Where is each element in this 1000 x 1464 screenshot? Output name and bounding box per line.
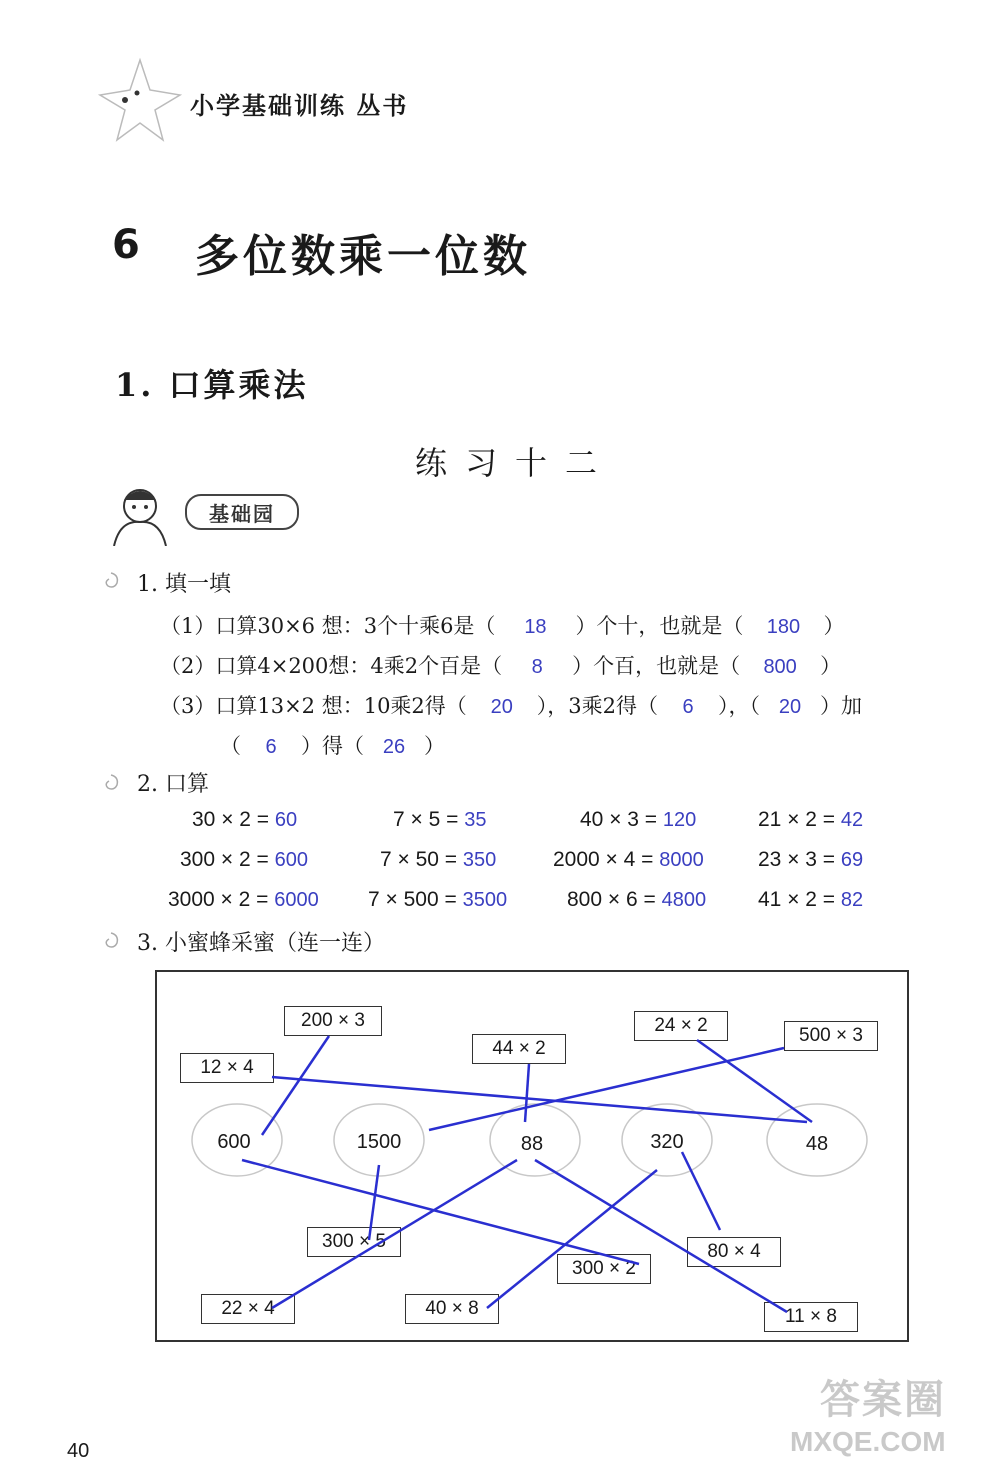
spiral-bullet-icon <box>100 570 122 592</box>
calc-item <box>180 848 308 872</box>
practice-title: 练习十二 <box>415 444 616 482</box>
bottom-expression: 11 × 8 <box>764 1302 858 1332</box>
calc-answer: 350 <box>462 849 497 871</box>
calc-answer: 4800 <box>661 889 707 911</box>
calc-item <box>758 888 863 912</box>
answer-blank: 180 <box>766 616 801 638</box>
answer-blank: 20 <box>490 696 513 718</box>
answer-blank: 6 <box>265 736 277 758</box>
connect-line <box>242 1160 639 1264</box>
question-3-label: 3. 小蜜蜂采蜜（连一连） <box>137 931 385 956</box>
calc-answer: 3500 <box>462 889 508 911</box>
line-text: ） <box>823 614 845 638</box>
top-expression: 500 × 3 <box>784 1021 878 1051</box>
line-text: （2）口算4×200想：4乘2个百是（ <box>160 654 503 678</box>
line-text: ）得（ <box>301 734 364 758</box>
top-expression: 44 × 2 <box>472 1034 566 1064</box>
flower-value: 48 <box>805 1133 829 1155</box>
watermark-url: MXQE.COM <box>790 1426 946 1457</box>
bottom-expression: 40 × 8 <box>405 1294 499 1324</box>
calc-item <box>380 848 496 872</box>
watermark-text: 答案圈 <box>820 1378 946 1422</box>
top-expression: 24 × 2 <box>634 1011 728 1041</box>
bottom-expression: 22 × 4 <box>201 1294 295 1324</box>
connect-line <box>369 1165 379 1240</box>
connect-line <box>272 1160 517 1308</box>
connect-line <box>697 1040 812 1122</box>
calc-answer: 69 <box>840 849 864 871</box>
top-expression: 200 × 3 <box>284 1006 382 1036</box>
calc-expr: 7 × 50 = <box>380 848 458 871</box>
calc-item <box>368 888 507 912</box>
basic-section-badge: 基础园 <box>185 494 299 530</box>
connect-line <box>682 1152 720 1230</box>
calc-expr: 7 × 500 = <box>368 888 457 911</box>
line-text: ）个十，也就是（ <box>575 614 744 638</box>
calc-answer: 600 <box>274 849 308 871</box>
top-expression: 12 × 4 <box>180 1053 274 1083</box>
watermark-logo <box>790 1368 970 1460</box>
answer-blank: 26 <box>382 736 406 758</box>
calc-expr: 23 × 3 = <box>758 848 836 871</box>
flower-value: 320 <box>650 1131 684 1153</box>
flower-value: 1500 <box>356 1131 402 1153</box>
student-mascot-icon <box>100 480 180 546</box>
question-2-label: 2. 口算 <box>137 772 209 797</box>
calc-answer: 60 <box>274 809 298 831</box>
calc-expr: 41 × 2 = <box>758 888 836 911</box>
calc-answer: 120 <box>662 809 697 831</box>
answer-blank: 20 <box>778 696 802 718</box>
calc-expr: 40 × 3 = <box>580 808 658 831</box>
spiral-bullet-icon <box>100 772 122 794</box>
calc-answer: 42 <box>840 809 864 831</box>
calc-expr: 3000 × 2 = <box>168 888 269 911</box>
calc-expr: 7 × 5 = <box>393 808 459 831</box>
star-decoration-icon <box>95 55 185 145</box>
connect-line <box>487 1170 657 1308</box>
calc-item <box>567 888 706 912</box>
line-text: ） <box>424 734 445 758</box>
calc-item <box>580 808 696 832</box>
section-title: 1. 口算乘法 <box>115 366 309 404</box>
chapter-title: 多位数乘一位数 <box>195 231 531 282</box>
calc-expr: 300 × 2 = <box>180 848 269 871</box>
line-text: （3）口算13×2 想：10乘2得（ <box>160 694 467 718</box>
answer-blank: 800 <box>763 656 797 678</box>
calc-item <box>758 848 863 872</box>
calc-item <box>553 848 704 872</box>
chapter-number: 6 <box>112 222 140 268</box>
bottom-expression: 80 × 4 <box>687 1237 781 1267</box>
calc-item <box>168 888 319 912</box>
flower-value: 88 <box>520 1133 544 1155</box>
calc-answer: 8000 <box>659 849 704 871</box>
answer-blank: 18 <box>524 616 547 638</box>
connect-line <box>525 1064 529 1122</box>
calc-expr: 800 × 6 = <box>567 888 656 911</box>
calc-item <box>192 808 297 832</box>
connect-line <box>535 1160 787 1312</box>
connection-lines <box>157 972 907 1340</box>
calc-expr: 2000 × 4 = <box>553 848 654 871</box>
fill-line-3 <box>160 690 862 720</box>
fill-line-1 <box>160 610 844 640</box>
line-text: ）加 <box>820 694 863 718</box>
line-text: ）个百，也就是（ <box>572 654 741 678</box>
calc-item <box>758 808 863 832</box>
calc-expr: 30 × 2 = <box>192 808 270 831</box>
line-text: ），3乘2得（ <box>536 694 659 718</box>
page-number: 40 <box>67 1440 90 1462</box>
spiral-bullet-icon <box>100 930 122 952</box>
connect-line <box>429 1048 784 1130</box>
fill-line-4 <box>220 730 445 760</box>
series-title: 小学基础训练 丛书 <box>190 92 409 120</box>
answer-blank: 6 <box>682 696 694 718</box>
bottom-expression: 300 × 2 <box>557 1254 651 1284</box>
calc-answer: 82 <box>840 889 864 911</box>
calc-item <box>393 808 486 832</box>
line-text: ） <box>820 654 842 678</box>
bottom-expression: 300 × 5 <box>307 1227 401 1257</box>
line-text: （1）口算30×6 想：3个十乘6是（ <box>160 614 496 638</box>
connect-line <box>272 1077 807 1122</box>
fill-line-2 <box>160 650 841 680</box>
calc-expr: 21 × 2 = <box>758 808 836 831</box>
line-text: （ <box>220 734 241 758</box>
matching-area <box>155 970 909 1342</box>
question-1-label: 1. 填一填 <box>137 572 231 597</box>
flower-value: 600 <box>217 1131 251 1153</box>
calc-answer: 35 <box>464 809 487 831</box>
line-text: ），（ <box>718 694 761 718</box>
answer-blank: 8 <box>531 656 543 678</box>
connect-line <box>262 1036 329 1135</box>
calc-answer: 6000 <box>274 889 319 911</box>
